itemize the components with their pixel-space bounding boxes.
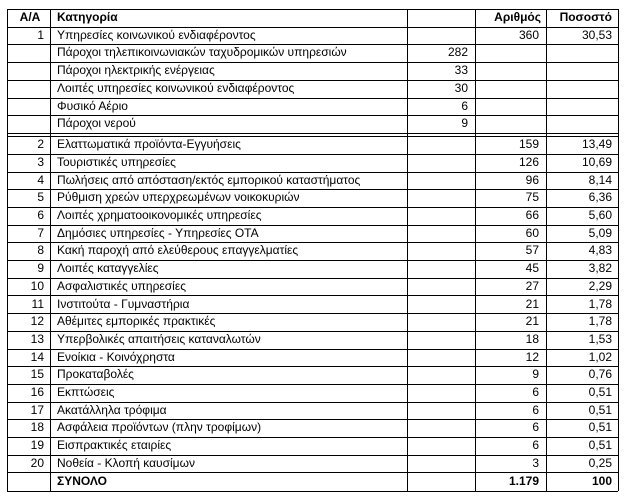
- row-count: 27: [525, 278, 539, 293]
- row-percent: 0,51: [588, 438, 612, 453]
- table-header-row: [0, 9, 631, 27]
- row-count: 18: [525, 331, 539, 346]
- header-percent: Ποσοστό: [559, 10, 612, 24]
- row-count: 60: [525, 225, 539, 240]
- row-count: 96: [525, 172, 539, 187]
- row-percent: 1,78: [588, 296, 612, 311]
- total-row: [0, 473, 631, 491]
- sub-row: [0, 115, 631, 133]
- row-percent: 2,29: [588, 278, 612, 293]
- sub-row: [0, 62, 631, 80]
- table-row: [0, 455, 631, 473]
- table-row: [0, 437, 631, 455]
- table-row: [0, 349, 631, 367]
- row-category: Νοθεία - Κλοπή καυσίμων: [57, 455, 195, 470]
- row-category: Ασφαλιστικές υπηρεσίες: [57, 278, 186, 293]
- row-aa: 16: [30, 385, 44, 399]
- table-row: [0, 419, 631, 437]
- row-percent: 0,76: [588, 367, 612, 382]
- row-count: 6: [532, 402, 539, 417]
- sub-row-value: 6: [461, 98, 468, 113]
- sub-row-value: 282: [447, 45, 468, 60]
- total-label: ΣΥΝΟΛΟ: [57, 474, 107, 488]
- table-row: [0, 154, 631, 172]
- row-category: Δημόσιες υπηρεσίες - Υπηρεσίες ΟΤΑ: [57, 225, 259, 240]
- row-aa: 15: [30, 367, 44, 382]
- row-aa: 3: [37, 154, 44, 169]
- row-category: Ενοίκια - Κοινόχρηστα: [57, 349, 175, 364]
- row-count: 45: [525, 261, 539, 276]
- row-percent: 1,53: [588, 331, 612, 346]
- row-aa: 2: [37, 137, 44, 152]
- sub-row-category: Φυσικό Αέριο: [57, 98, 128, 113]
- sub-row: [0, 98, 631, 116]
- row-aa: 10: [30, 278, 44, 293]
- row-count: 21: [525, 296, 539, 311]
- row-percent: 0,51: [588, 385, 612, 399]
- header-category: Κατηγορία: [57, 10, 118, 24]
- row-aa: 4: [37, 172, 44, 187]
- row-category: Ρύθμιση χρεών υπερχρεωμένων νοικοκυριών: [57, 190, 300, 205]
- row-count: 3: [532, 455, 539, 470]
- header-count: Αριθμός: [494, 10, 541, 24]
- table-row: [0, 366, 631, 384]
- row-count: 75: [525, 190, 539, 205]
- row-category: Τουριστικές υπηρεσίες: [57, 154, 176, 169]
- row-count: 57: [525, 243, 539, 258]
- table-row: [0, 331, 631, 349]
- row-count: 12: [525, 349, 539, 364]
- row-count: 6: [532, 420, 539, 435]
- row-percent: 5,09: [588, 225, 612, 240]
- row-aa: 7: [37, 225, 44, 240]
- table-row: [0, 172, 631, 190]
- total-count: 1.179: [508, 474, 539, 488]
- sub-row-category: Πάροχοι νερού: [57, 116, 136, 131]
- sub-row-value: 9: [461, 116, 468, 131]
- table-row: [0, 313, 631, 331]
- row-percent: 30,53: [581, 27, 612, 42]
- total-percent: 100: [591, 474, 612, 488]
- row-category: Εκπτώσεις: [57, 385, 115, 399]
- row-percent: 0,51: [588, 402, 612, 417]
- table-row: [0, 278, 631, 296]
- sub-row: [0, 80, 631, 98]
- row-count: 126: [518, 154, 539, 169]
- row-aa: 20: [30, 455, 44, 470]
- table-row: [0, 136, 631, 154]
- sub-row-category: Πάροχοι τηλεπικοινωνιακών ταχυδρομικών υπηρεσιών: [57, 45, 347, 60]
- row-percent: 0,51: [588, 420, 612, 435]
- row-aa: 1: [37, 27, 44, 42]
- row-category: Ελαττωματικά προϊόντα-Εγγυήσεις: [57, 137, 241, 152]
- table-row: [0, 402, 631, 420]
- row-aa: 12: [30, 314, 44, 329]
- table-row: [0, 384, 631, 402]
- row-aa: 5: [37, 190, 44, 205]
- row-aa: 14: [30, 349, 44, 364]
- row-percent: 1,78: [588, 314, 612, 329]
- row-category: Εισπρακτικές εταιρίες: [57, 438, 172, 453]
- row-category: Προκαταβολές: [57, 367, 134, 382]
- row-percent: 1,02: [588, 349, 612, 364]
- row-category: Ακατάλληλα τρόφιμα: [57, 402, 167, 417]
- row-count: 9: [532, 367, 539, 382]
- row-category: Λοιπές καταγγελίες: [57, 261, 159, 276]
- row-category: Αθέμιτες εμπορικές πρακτικές: [57, 314, 216, 329]
- row-percent: 6,36: [588, 190, 612, 205]
- row-category: Κακή παροχή από ελεύθερους επαγγελματίες: [57, 243, 299, 258]
- table-row: [0, 207, 631, 225]
- row-count: 159: [518, 137, 539, 152]
- row-percent: 5,60: [588, 208, 612, 222]
- sub-row-category: Λοιπές υπηρεσίες κοινωνικού ενδιαφέροντος: [57, 80, 295, 95]
- row-count: 6: [532, 385, 539, 399]
- sub-row-category: Πάροχοι ηλεκτρικής ενέργειας: [57, 63, 215, 78]
- row-category: Πωλήσεις από απόσταση/εκτός εμπορικού καταστήματος: [57, 172, 361, 187]
- row-category: Υπηρεσίες κοινωνικού ενδιαφέροντος: [57, 27, 256, 42]
- row-aa: 13: [30, 331, 44, 346]
- row-aa: 6: [37, 208, 44, 222]
- table-row: [0, 225, 631, 243]
- row-category: Υπερβολικές απαιτήσεις καταναλωτών: [57, 331, 261, 346]
- row-aa: 17: [30, 402, 44, 417]
- sub-row-value: 33: [454, 63, 468, 78]
- row-category: Ασφάλεια προϊόντων (πλην τροφίμων): [57, 420, 262, 435]
- row-count: 21: [525, 314, 539, 329]
- header-aa: Α/Α: [19, 10, 41, 24]
- row-category: Ινστιτούτα - Γυμναστήρια: [57, 296, 190, 311]
- row-count: 66: [525, 208, 539, 222]
- table-row: [0, 189, 631, 207]
- row-aa: 18: [30, 420, 44, 435]
- table-row: [0, 242, 631, 260]
- row-aa: 19: [30, 438, 44, 453]
- table-row: [0, 260, 631, 278]
- row-count: 360: [518, 27, 539, 42]
- row-percent: 10,69: [581, 154, 612, 169]
- row-percent: 13,49: [581, 137, 612, 152]
- row-percent: 3,82: [588, 261, 612, 276]
- row-percent: 4,83: [588, 243, 612, 258]
- row-aa: 8: [37, 243, 44, 258]
- row-aa: 11: [31, 296, 44, 311]
- row-aa: 9: [37, 261, 44, 276]
- row-category: Λοιπές χρηματοοικονομικές υπηρεσίες: [57, 208, 262, 222]
- table-row: [0, 27, 631, 45]
- sub-row-value: 30: [454, 80, 468, 95]
- row-percent: 0,25: [588, 455, 612, 470]
- row-percent: 8,14: [588, 172, 612, 187]
- sub-row: [0, 44, 631, 62]
- row-count: 6: [532, 438, 539, 453]
- table-row: [0, 296, 631, 314]
